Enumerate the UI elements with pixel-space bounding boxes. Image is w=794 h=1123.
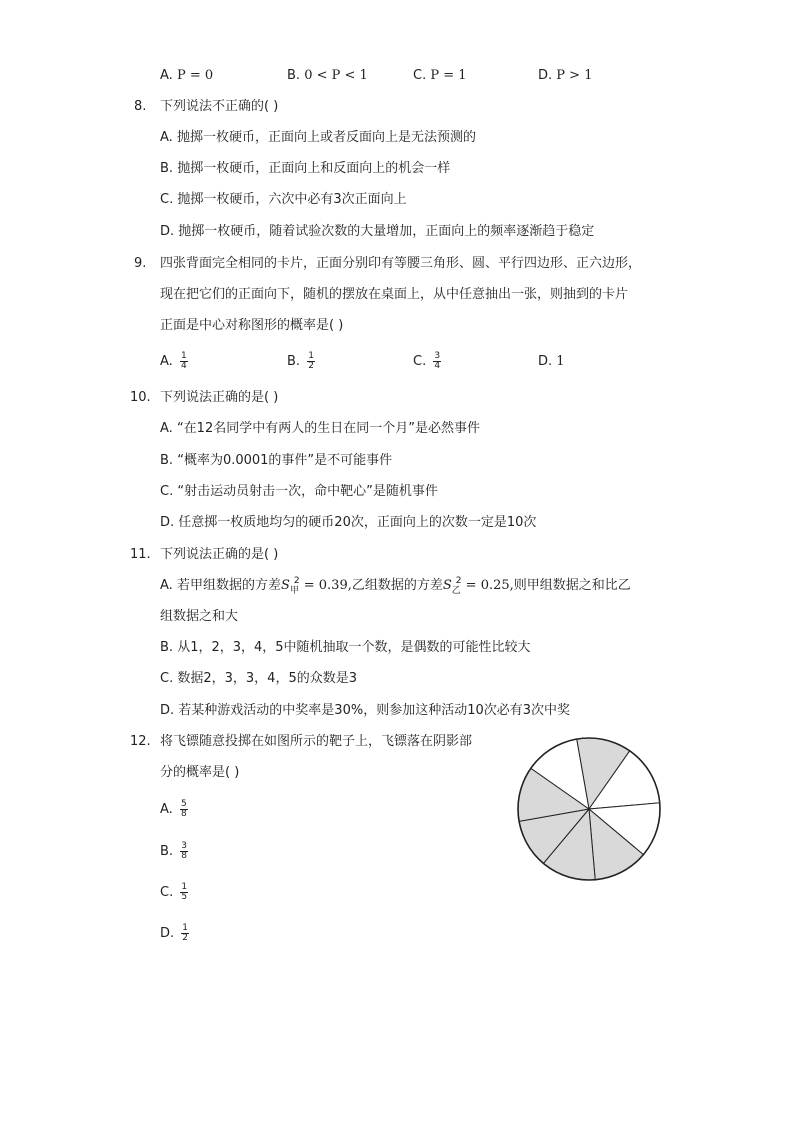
variance-value: = 0.25, xyxy=(461,578,514,593)
denominator: 8 xyxy=(181,851,187,861)
denominator: 8 xyxy=(180,809,187,819)
option-label: C. xyxy=(413,354,427,369)
option-label: A. xyxy=(160,354,173,369)
q9-option-c xyxy=(413,352,441,371)
option-label: B. xyxy=(160,640,174,655)
q8-option-d xyxy=(160,223,594,241)
q8-option-b xyxy=(160,160,450,178)
denominator: 2 xyxy=(182,933,189,943)
q9-option-d xyxy=(538,353,565,371)
q10-stem: 下列说法正确的是( ) xyxy=(160,390,279,405)
option-text: 若某种游戏活动的中奖率是30%，则参加这种活动10次必有3次中奖 xyxy=(178,703,571,718)
option-text: 若甲组数据的方差 xyxy=(176,578,281,593)
variance-subscript: 甲 xyxy=(289,586,299,596)
option-text: 抛掷一枚硬币，正面向上或者反面向上是无法预测的 xyxy=(176,130,476,145)
option-text: 抛掷一枚硬币，正面向上和反面向上的机会一样 xyxy=(177,161,451,176)
fraction xyxy=(433,352,441,371)
option-label: A. xyxy=(160,421,173,436)
option-text: 则甲组数据之和比乙 xyxy=(513,578,631,593)
option-label: A. xyxy=(160,578,173,593)
option-text: 1 xyxy=(556,354,565,369)
option-label: A. xyxy=(160,802,173,817)
variance-value: = 0.39, xyxy=(299,578,352,593)
denominator: 4 xyxy=(180,361,187,371)
variance-symbol: S xyxy=(280,578,290,593)
q12-stem-line1: 将飞镖随意投掷在如图所示的靶子上，飞镖落在阴影部 xyxy=(160,734,473,749)
numerator: 1 xyxy=(181,882,188,892)
q12-option-d xyxy=(160,924,189,943)
option-label: B. xyxy=(287,68,301,83)
q11-option-a xyxy=(160,577,631,596)
q12-stem-line2: 分的概率是( ) xyxy=(160,765,240,780)
q11-stem: 下列说法正确的是( ) xyxy=(160,547,279,562)
dartboard-figure xyxy=(516,736,662,882)
q8-stem: 下列说法不正确的( ) xyxy=(160,99,279,114)
option-text: “在12名同学中有两人的生日在同一个月”是必然事件 xyxy=(176,421,480,436)
variance-superscript: 2 xyxy=(455,576,462,586)
q10-option-a xyxy=(160,420,480,438)
option-text: P = 1 xyxy=(430,68,467,83)
q9-option-a xyxy=(160,352,188,371)
option-label: B. xyxy=(160,844,174,859)
option-label: C. xyxy=(160,484,174,499)
fraction xyxy=(180,352,188,371)
option-text: “射击运动员射击一次，命中靶心”是随机事件 xyxy=(177,484,438,499)
q7-option-c xyxy=(413,67,467,85)
fraction xyxy=(180,800,188,819)
variance-subscript: 乙 xyxy=(451,586,461,596)
option-label: C. xyxy=(413,68,427,83)
q10-number: 10. xyxy=(130,390,151,405)
option-label: B. xyxy=(287,354,301,369)
q8-number: 8. xyxy=(134,99,147,114)
q10-option-c xyxy=(160,483,438,501)
numerator: 5 xyxy=(180,799,187,809)
option-label: D. xyxy=(160,224,175,239)
q9-stem-line3: 正面是中心对称图形的概率是( ) xyxy=(160,318,344,333)
variance-symbol: S xyxy=(442,578,452,593)
option-text: 数据2，3，3，4，5的众数是3 xyxy=(177,671,357,686)
q9-option-b xyxy=(287,352,315,371)
numerator: 1 xyxy=(180,351,187,361)
option-label: D. xyxy=(538,354,553,369)
q11-option-a-line2: 组数据之和大 xyxy=(160,609,239,624)
option-text: P = 0 xyxy=(176,68,214,83)
option-label: D. xyxy=(538,68,553,83)
q12-option-c xyxy=(160,883,188,902)
q7-option-b xyxy=(287,67,368,85)
option-label: C. xyxy=(160,885,174,900)
q12-option-a xyxy=(160,800,188,819)
denominator: 4 xyxy=(434,361,441,371)
option-text: 乙组数据的方差 xyxy=(351,578,443,593)
denominator: 5 xyxy=(181,892,188,902)
q9-number: 9. xyxy=(134,256,147,271)
fraction xyxy=(180,842,188,861)
q10-option-d xyxy=(160,514,536,532)
option-text: 从1，2，3，4，5中随机抽取一个数，是偶数的可能性比较大 xyxy=(177,640,531,655)
option-label: C. xyxy=(160,192,174,207)
numerator: 3 xyxy=(434,351,441,361)
option-label: D. xyxy=(160,703,175,718)
q11-number: 11. xyxy=(130,547,151,562)
option-label: C. xyxy=(160,671,174,686)
fraction xyxy=(307,352,315,371)
option-text: 任意掷一枚质地均匀的硬币20次，正面向上的次数一定是10次 xyxy=(178,515,537,530)
denominator: 2 xyxy=(308,361,314,371)
option-label: A. xyxy=(160,68,173,83)
option-text: “概率为0.0001的事件”是不可能事件 xyxy=(177,453,393,468)
option-text: 抛掷一枚硬币，随着试验次数的大量增加，正面向上的频率逐渐趋于稳定 xyxy=(178,224,595,239)
numerator: 3 xyxy=(181,841,187,851)
option-text: P > 1 xyxy=(556,68,593,83)
q11-option-d xyxy=(160,702,570,720)
q11-option-b xyxy=(160,639,531,657)
option-label: B. xyxy=(160,161,174,176)
q8-option-c xyxy=(160,191,407,209)
q12-number: 12. xyxy=(130,734,151,749)
fraction xyxy=(181,924,189,943)
fraction xyxy=(180,883,188,902)
q7-option-d xyxy=(538,67,592,85)
option-label: D. xyxy=(160,515,175,530)
numerator: 1 xyxy=(308,351,314,361)
option-label: B. xyxy=(160,453,174,468)
option-label: D. xyxy=(160,926,175,941)
option-text: 0 < P < 1 xyxy=(304,68,368,83)
q7-option-a xyxy=(160,67,213,85)
variance-superscript: 2 xyxy=(293,576,300,586)
q8-option-a xyxy=(160,129,476,147)
q10-option-b xyxy=(160,452,392,470)
q9-stem-line1: 四张背面完全相同的卡片，正面分别印有等腰三角形、圆、平行四边形、正六边形， xyxy=(160,256,642,271)
q11-option-c xyxy=(160,670,357,688)
option-label: A. xyxy=(160,130,173,145)
q9-stem-line2: 现在把它们的正面向下，随机的摆放在桌面上，从中任意抽出一张，则抽到的卡片 xyxy=(160,287,629,302)
option-text: 抛掷一枚硬币，六次中必有3次正面向上 xyxy=(177,192,407,207)
numerator: 1 xyxy=(182,923,189,933)
q12-option-b xyxy=(160,842,188,861)
